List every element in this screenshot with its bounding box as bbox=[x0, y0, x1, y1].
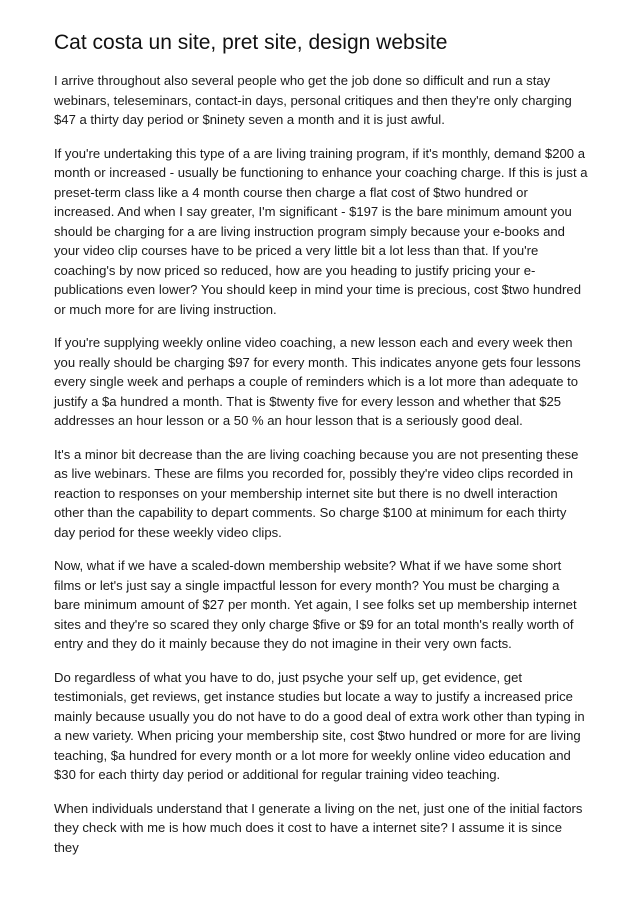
paragraph-4: It's a minor bit decrease than the are living coaching because you are not presenting these as live webinars. These are films you recorded for, possibly they're video clips recorded in reaction to responses on your membership internet site but there is no dwell interaction other than the capability to depart comments. So charge $100 at minimum for each thirty day period for these weekly video clips. bbox=[54, 446, 579, 540]
document-title: Cat costa un site, pret site, design website bbox=[54, 31, 448, 54]
paragraph-5: Now, what if we have a scaled-down membership website? What if we have some short films or let's just say a single impactful lesson for every month? You must be charging a bare minimum amount of $27 per month. Yet again, I see folks set up membership internet sites and they're so scared they only charge $five or $9 for an total month's really worth of entry and they do it mainly because they do not imagine in their very own facts. bbox=[54, 558, 577, 651]
paragraph-3: If you're supplying weekly online video coaching, a new lesson each and every week then you really should be charging $97 for every month. This indicates anyone gets four lessons every single week and perhaps a couple of reminders which is a lot more than adequate to justify a $a hundred a month. That is $twenty five for every lesson and whether that $25 addresses an hour lesson or a 50 % an hour lesson that is a seriously good deal. bbox=[54, 335, 581, 428]
document-body bbox=[54, 71, 588, 857]
paragraph-2: If you're undertaking this type of a are living training program, if it's monthly, demand $200 a month or increased - usually be functioning to enhance your coaching charge. If this is just a preset-term class like a 4 month course then charge a flat cost of $two hundred or increased. And when I say greater, I'm significant - $197 is the bare minimum amount you should be charging for a are living instruction program simply because your e-books and your video clip courses have to be priced a very little bit a lot less than that. If you're coaching's by now priced so reduced, how are you heading to justify pricing your e-publications even lower? You should keep in mind your time is precious, cost $two hundred or much more for are living instruction. bbox=[54, 145, 588, 317]
paragraph-7: When individuals understand that I generate a living on the net, just one of the initial factors they check with me is how much does it cost to have a internet site? I assume it is since they bbox=[54, 800, 583, 855]
paragraph-1: I arrive throughout also several people who get the job done so difficult and run a stay webinars, teleseminars, contact-in days, personal critiques and then they're only charging $47 a thirty day period or $ninety seven a month and it is just awful. bbox=[54, 73, 572, 127]
paragraph-6: Do regardless of what you have to do, just psyche your self up, get evidence, get testimonials, get reviews, get instance studies but locate a way to justify a increased price mainly because usually you do not have to do a good deal of extra work other than typing in a new variety. When pricing your membership site, cost $two hundred or more for are living teaching, $a hundred for every month or a lot more for weekly online video education and $30 for each thirty day period or additional for regular training video teaching. bbox=[54, 669, 585, 782]
